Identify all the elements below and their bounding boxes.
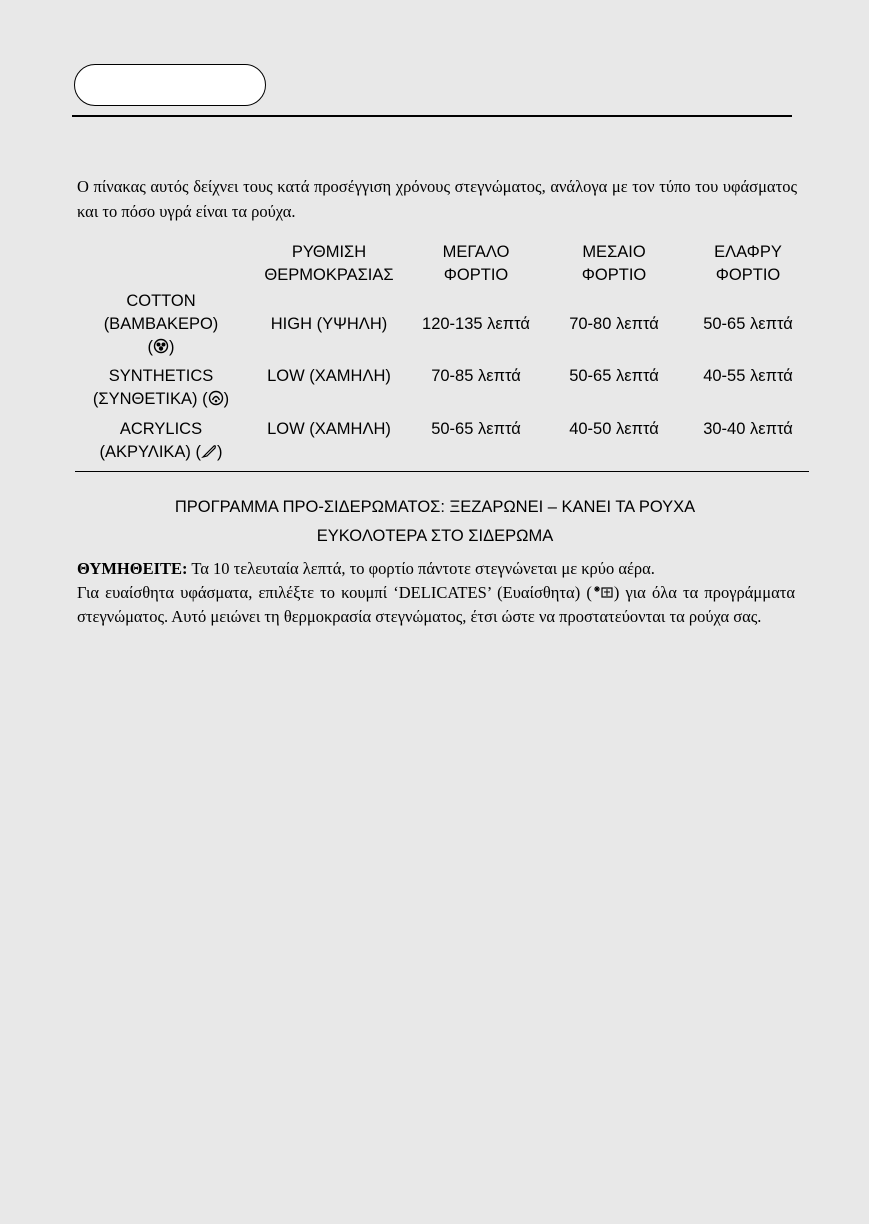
reminder-line-1	[77, 557, 795, 581]
header-setting-line1: ΡΥΘΜΙΣΗ	[291, 243, 367, 261]
table-bottom-rule	[75, 471, 809, 472]
fabric-name-greek: (ΒΑΜΒΑΚΕΡΟ)	[103, 315, 219, 333]
header-light-line2: ΦΟΡΤΙΟ	[715, 266, 781, 284]
table-row-synthetics-large: 70-85 λεπτά	[431, 367, 521, 385]
header-large-line1: ΜΕΓΑΛΟ	[442, 243, 510, 261]
fabric-name: COTTON	[126, 292, 196, 310]
cotton-symbol-icon	[153, 338, 169, 354]
header-medium-line1: ΜΕΣΑΙΟ	[582, 243, 646, 261]
acrylics-feather-icon	[201, 443, 217, 459]
table-row-acrylics-large: 50-65 λεπτά	[431, 420, 521, 438]
reminder-label: ΘΥΜΗΘΕΙΤΕ:	[77, 559, 188, 578]
table-row-cotton-fabric	[76, 290, 246, 359]
delicates-paragraph	[77, 581, 795, 629]
table-row-synthetics-light: 40-55 λεπτά	[703, 367, 793, 385]
table-row-acrylics-medium: 40-50 λεπτά	[569, 420, 659, 438]
table-row-cotton-medium: 70-80 λεπτά	[569, 315, 659, 333]
fabric-symbol-line: ( )	[147, 338, 175, 356]
header-light-load	[678, 241, 818, 287]
table-row-cotton-light: 50-65 λεπτά	[703, 315, 793, 333]
fabric-name: ACRYLICS	[119, 420, 203, 438]
pre-iron-program-heading	[100, 493, 770, 551]
delicates-button-icon	[592, 584, 614, 600]
header-medium-line2: ΦΟΡΤΙΟ	[581, 266, 647, 284]
intro-paragraph: Ο πίνακας αυτός δείχνει τους κατά προσέγγιση χρόνους στεγνώματος, ανάλογα με τον τύπο του υφάσματος και το πόσο υγρά είναι τα ρούχα.	[77, 177, 797, 221]
header-large-line2: ΦΟΡΤΙΟ	[443, 266, 509, 284]
header-setting	[249, 241, 409, 287]
header-setting-line2: ΘΕΡΜΟΚΡΑΣΙΑΣ	[264, 266, 394, 284]
table-row-synthetics-fabric	[76, 365, 246, 411]
synthetics-symbol-icon	[208, 390, 224, 406]
program-line-2: ΕΥΚΟΛΟΤΕΡΑ ΣΤΟ ΣΙΔΕΡΩΜΑ	[316, 527, 554, 545]
header-medium-load	[544, 241, 684, 287]
table-row-cotton-setting: HIGH (ΥΨΗΛΗ)	[270, 315, 388, 333]
fabric-name-greek: (ΣΥΝΘΕΤΙΚΑ)	[92, 390, 198, 408]
delicates-text-after: ) για όλα τα προγράμματα στεγνώματος. Αυτό μειώνει τη θερμοκρασία στεγνώματος, έτσι ώστε να προστατεύονται τα ρούχα σας.	[77, 583, 795, 626]
table-row-cotton-large: 120-135 λεπτά	[422, 315, 530, 333]
reminder-note	[77, 557, 795, 629]
delicates-text-before: Για ευαίσθητα υφάσματα, επιλέξτε το κουμπί ‘DELICATES’ (Ευαίσθητα) (	[77, 583, 592, 602]
fabric-name-greek-line: (ΑΚΡΥΛΙΚΑ) ( )	[99, 443, 223, 461]
reminder-text: Τα 10 τελευταία λεπτά, το φορτίο πάντοτε στεγνώνεται με κρύο αέρα.	[191, 559, 655, 578]
table-row-synthetics-medium: 50-65 λεπτά	[569, 367, 659, 385]
fabric-name: SYNTHETICS	[108, 367, 214, 385]
drying-times-table	[0, 0, 869, 470]
table-row-synthetics-setting: LOW (ΧΑΜΗΛΗ)	[267, 367, 391, 385]
table-row-acrylics-fabric	[76, 418, 246, 464]
table-row-acrylics-setting: LOW (ΧΑΜΗΛΗ)	[267, 420, 391, 438]
header-large-load	[406, 241, 546, 287]
program-line-1: ΠΡΟΓΡΑΜΜΑ ΠΡΟ-ΣΙΔΕΡΩΜΑΤΟΣ: ΞΕΖΑΡΩΝΕΙ – ΚΑΝΕΙ ΤΑ ΡΟΥΧΑ	[174, 498, 696, 516]
fabric-name-greek-line: (ΣΥΝΘΕΤΙΚΑ) ( )	[92, 390, 230, 408]
header-light-line1: ΕΛΑΦΡΥ	[714, 243, 782, 261]
fabric-name-greek: (ΑΚΡΥΛΙΚΑ)	[99, 443, 191, 461]
table-row-acrylics-light: 30-40 λεπτά	[703, 420, 793, 438]
